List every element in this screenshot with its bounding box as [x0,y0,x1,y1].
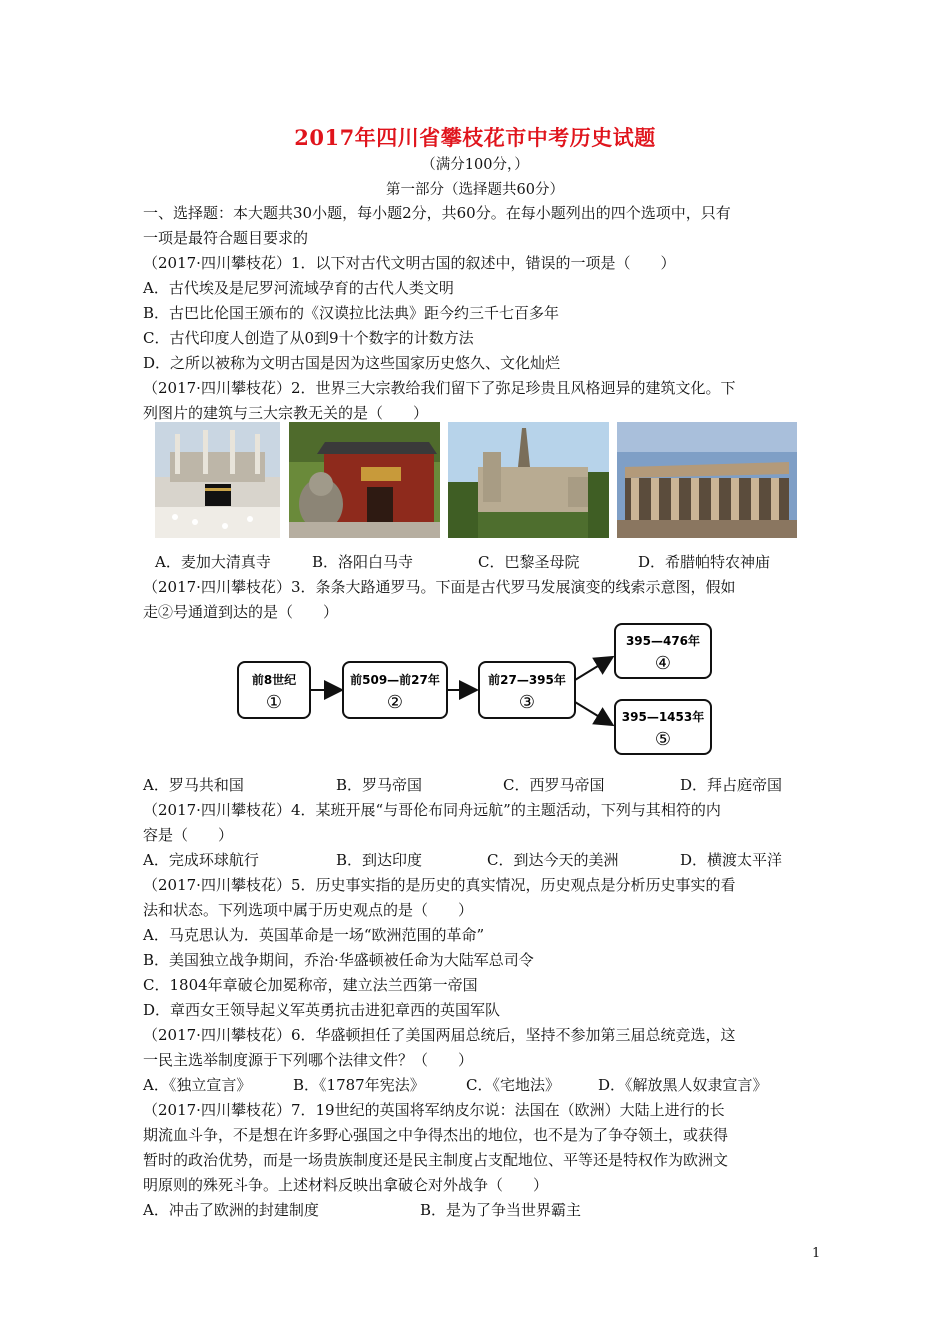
timeline-node-3 [479,662,575,718]
svg-text:395—1453年: 395—1453年 [621,710,705,724]
question-2-stem: （2017·四川攀枝花）2．世界三大宗教给我们留下了弥足珍贵且风格迥异的建筑文化。下 [143,379,736,397]
svg-text:④: ④ [654,653,672,674]
q6-option-a: A．《独立宣言》 [143,1076,252,1094]
mecca-mosque-photo [155,422,280,538]
question-7-stem: 暂时的政治优势，而是一场贵族制度还是民主制度占支配地位、平等还是特权作为欧洲文 [143,1151,729,1169]
baima-temple-photo [289,422,440,538]
q4-option-b: B．到达印度 [336,851,423,869]
q6-option-c: C．《宅地法》 [466,1076,560,1094]
q1-option-d: D．之所以被称为文明古国是因为这些国家历史悠久、文化灿烂 [143,354,561,372]
question-6-stem: 一民主选举制度源于下列哪个法律文件？（ ） [143,1051,474,1069]
q7-option-a: A．冲击了欧洲的封建制度 [143,1201,319,1219]
question-7-stem: 期流血斗争，不是想在许多野心强国之中争得杰出的地位，也不是为了争夺领土，或获得 [143,1126,729,1144]
question-7-stem: （2017·四川攀枝花）7．19世纪的英国将军纳皮尔说：法国在（欧洲）大陆上进行的长 [143,1101,725,1119]
timeline-node-5 [615,700,711,754]
timeline-node-2 [343,662,447,718]
arrow [575,702,611,724]
q3-option-d: D．拜占庭帝国 [680,776,783,794]
question-3-stem: （2017·四川攀枝花）3．条条大路通罗马。下面是古代罗马发展演变的线索示意图，假如 [143,578,736,596]
question-3-stem: 走②号通道到达的是（ ） [143,603,339,621]
q2-option-a: A．麦加大清真寺 [155,553,271,571]
svg-text:⑤: ⑤ [654,729,672,750]
svg-text:前27—395年: 前27—395年 [488,673,566,687]
exam-title: 2017年四川省攀枝花市中考历史试题 [294,125,656,150]
question-1-stem: （2017·四川攀枝花）1．以下对古代文明古国的叙述中，错误的一项是（ ） [143,254,676,272]
svg-text:前8世纪: 前8世纪 [251,673,297,687]
svg-text:③: ③ [518,692,536,713]
q1-option-b: B．古巴比伦国王颁布的《汉谟拉比法典》距今约三千七百多年 [143,304,560,322]
q4-option-a: A．完成环球航行 [143,851,259,869]
question-4-stem: （2017·四川攀枝花）4．某班开展“与哥伦布同舟远航”的主题活动，下列与其相符的内 [143,801,721,819]
svg-text:①: ① [265,692,283,713]
rome-timeline-diagram [230,620,720,760]
q2-option-c: C．巴黎圣母院 [478,553,580,571]
timeline-node-4 [615,624,711,678]
q6-option-d: D．《解放黑人奴隶宣言》 [598,1076,768,1094]
svg-text:395—476年: 395—476年 [625,634,701,648]
q5-option-a: A．马克思认为．英国革命是一场“欧洲范围的革命” [143,926,485,944]
score-note: （满分100分，） [421,157,529,173]
question-4-stem: 容是（ ） [143,826,234,844]
arrow [575,658,611,680]
part-heading: 第一部分（选择题共60分） [386,182,564,198]
question-5-stem: （2017·四川攀枝花）5．历史事实指的是历史的真实情况，历史观点是分析历史事实的看 [143,876,736,894]
q5-option-c: C．1804年章破仑加冕称帝，建立法兰西第一帝国 [143,976,478,994]
question-6-stem: （2017·四川攀枝花）6．华盛顿担任了美国两届总统后，坚持不参加第三届总统竞选，这 [143,1026,736,1044]
notre-dame-photo [448,422,609,538]
q4-option-c: C．到达今天的美洲 [487,851,619,869]
question-5-stem: 法和状态。下列选项中属于历史观点的是（ ） [143,901,474,919]
q2-option-b: B．洛阳白马寺 [312,553,414,571]
q3-option-c: C．西罗马帝国 [503,776,605,794]
q5-option-d: D．章西女王领导起义军英勇抗击进犯章西的英国军队 [143,1001,501,1019]
svg-text:②: ② [386,692,404,713]
q2-option-d: D．希腊帕特农神庙 [638,553,771,571]
q3-option-a: A．罗马共和国 [143,776,244,794]
timeline-node-1 [238,662,310,718]
question-7-stem: 明原则的殊死斗争。上述材料反映出拿破仑对外战争（ ） [143,1176,549,1194]
instructions-line: 一、选择题：本大题共30小题，每小题2分，共60分。在每小题列出的四个选项中，只有 [143,204,731,222]
q4-option-d: D．横渡太平洋 [680,851,783,869]
q3-option-b: B．罗马帝国 [336,776,423,794]
parthenon-photo [617,422,797,538]
q1-option-c: C．古代印度人创造了从0到9十个数字的计数方法 [143,329,474,347]
svg-text:前509—前27年: 前509—前27年 [350,673,440,687]
q7-option-b: B．是为了争当世界霸主 [420,1201,582,1219]
instructions-line: 一项是最符合题目要求的 [143,229,309,247]
q1-option-a: A．古代埃及是尼罗河流域孕育的古代人类文明 [143,279,454,297]
q5-option-b: B．美国独立战争期间，乔治·华盛顿被任命为大陆军总司令 [143,951,534,969]
q6-option-b: B．《1787年宪法》 [293,1076,425,1094]
page-number: 1 [812,1246,821,1261]
question-2-stem: 列图片的建筑与三大宗教无关的是（ ） [143,404,429,422]
